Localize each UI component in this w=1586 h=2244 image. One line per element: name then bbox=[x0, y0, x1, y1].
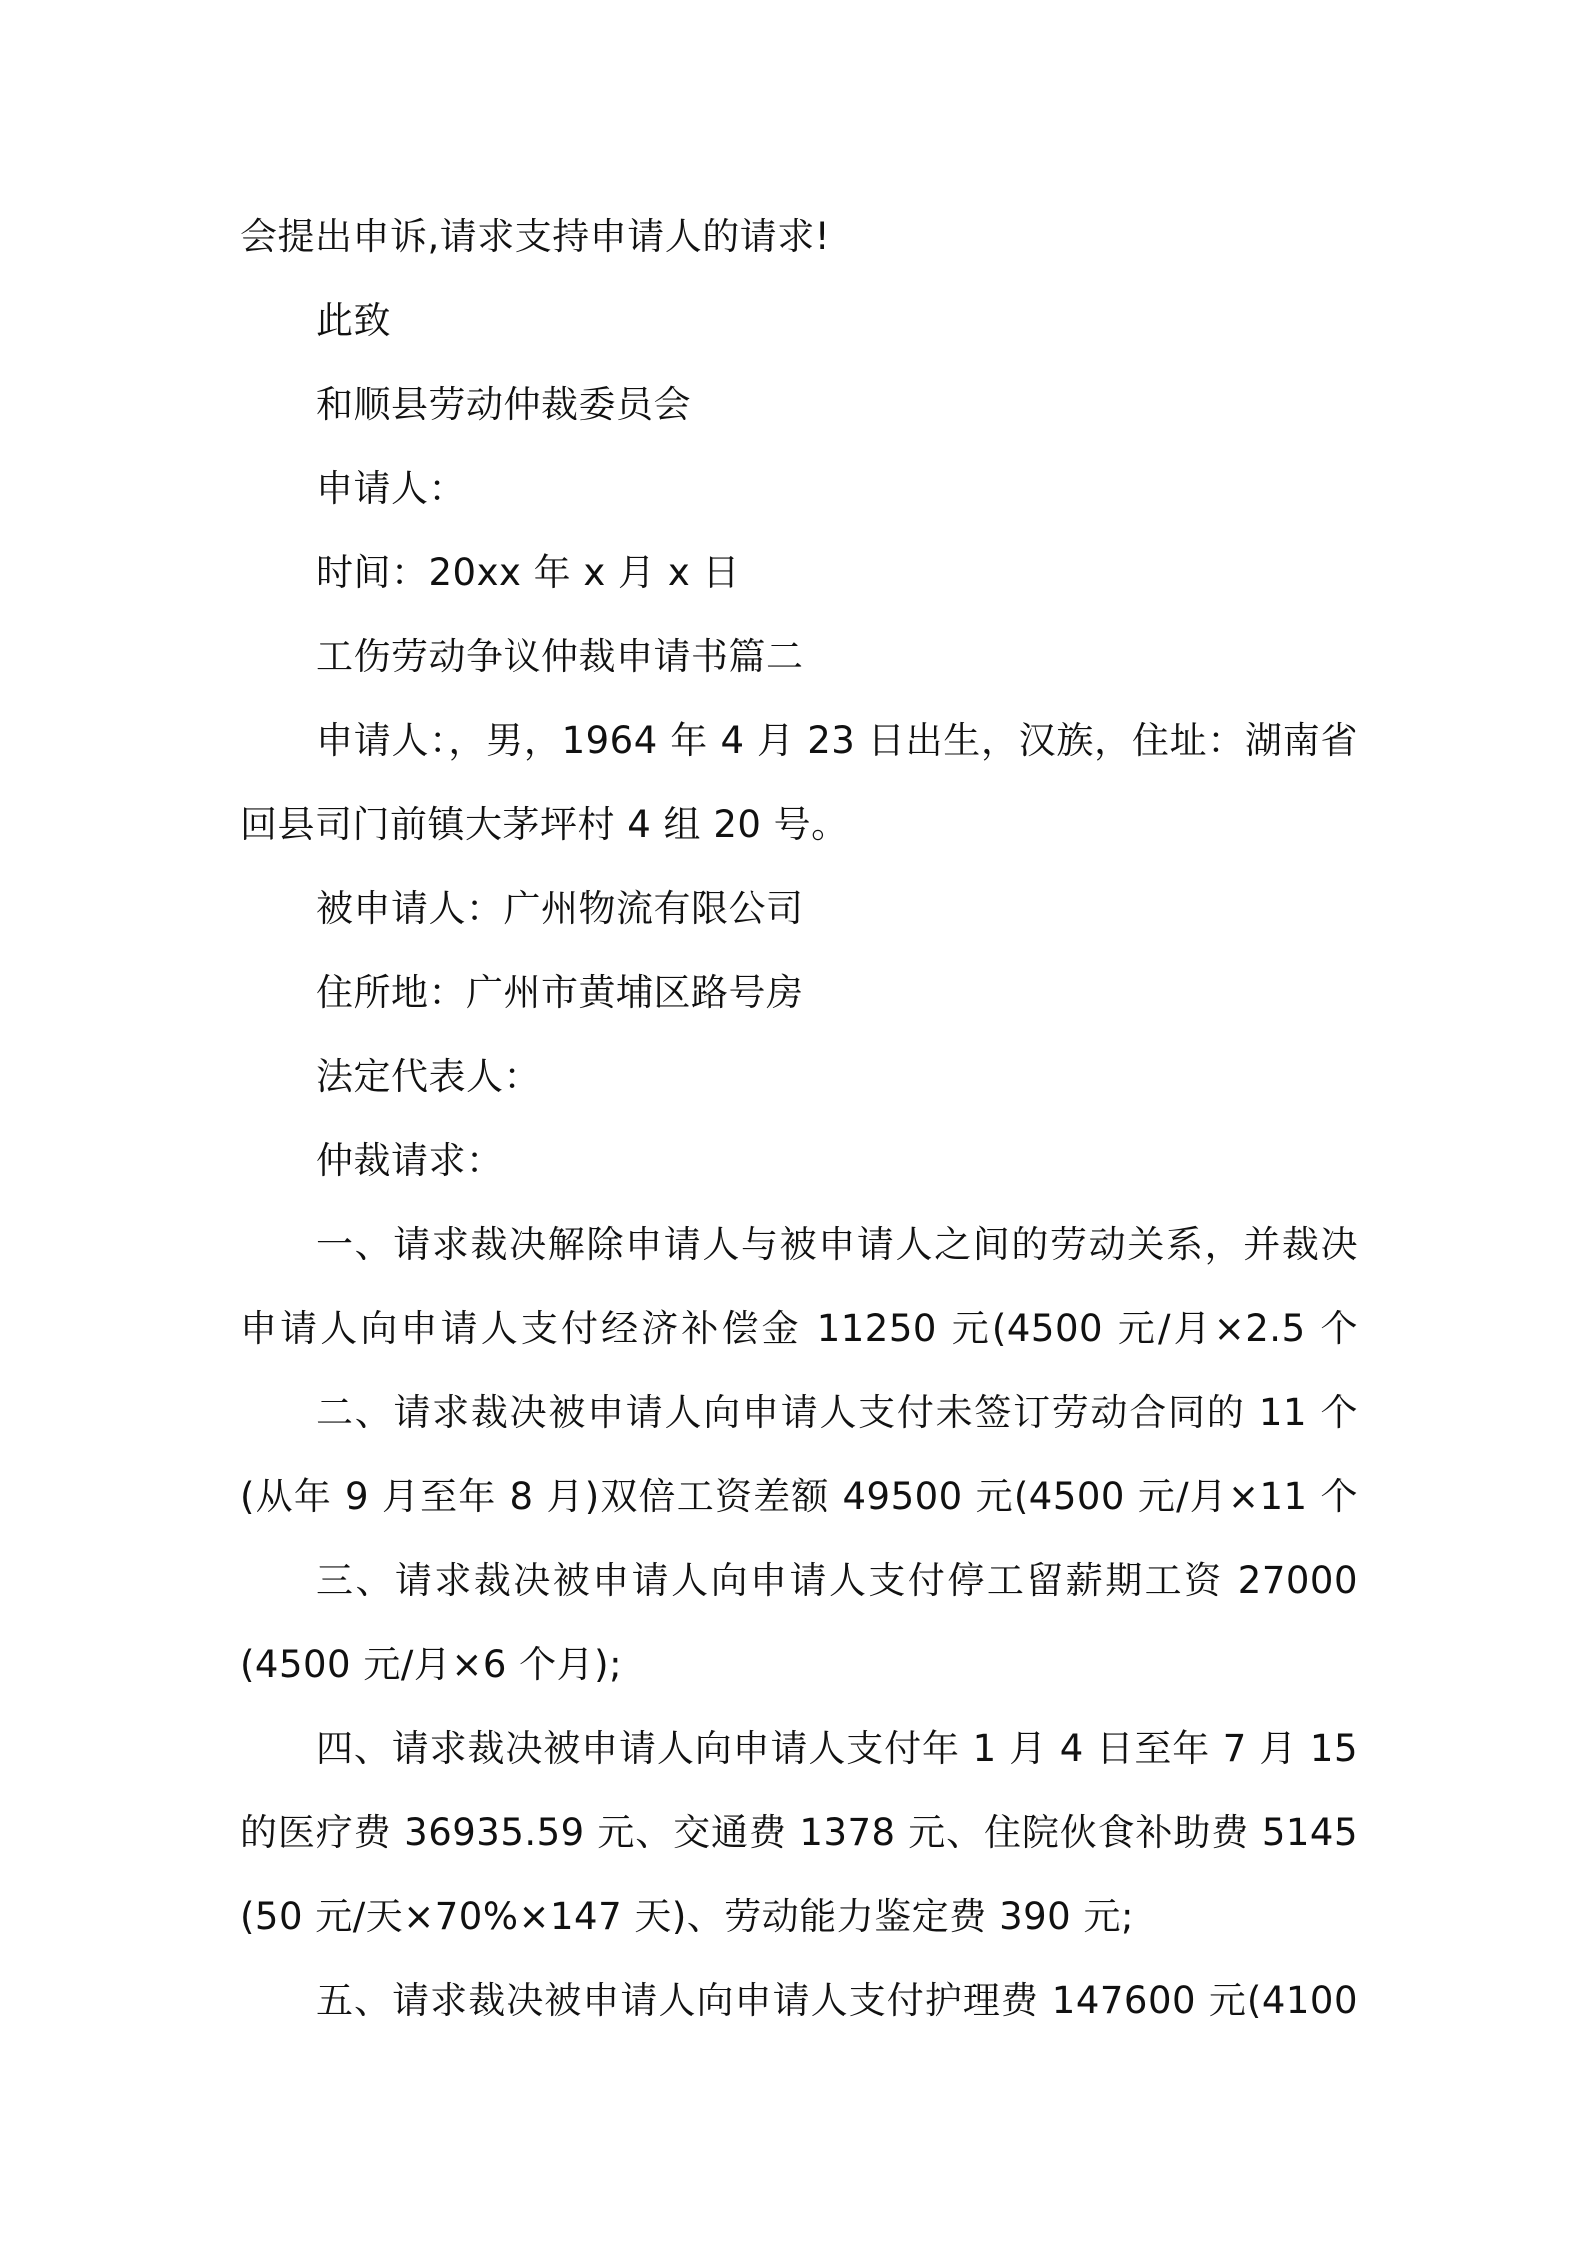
text-line-2: 此致 bbox=[316, 299, 391, 342]
text-line-10: 住所地：广州市黄埔区路号房 bbox=[316, 971, 804, 1014]
text-line-18: (4500 元/月×6 个月); bbox=[240, 1643, 623, 1686]
text-line-21: (50 元/天×70%×147 天)、劳动能力鉴定费 390 元; bbox=[240, 1895, 1134, 1938]
text-line-9: 被申请人：广州物流有限公司 bbox=[316, 887, 804, 930]
text-line-1: 会提出申诉,请求支持申请人的请求! bbox=[240, 215, 831, 258]
document-page bbox=[240, 195, 1358, 2043]
text-line-20: 的医疗费 36935.59 元、交通费 1378 元、住院伙食补助费 5145 bbox=[240, 1811, 1358, 1854]
text-line-11: 法定代表人： bbox=[316, 1055, 541, 1098]
text-line-5: 时间：20xx 年 x 月 x 日 bbox=[316, 551, 740, 594]
text-line-16: (从年 9 月至年 8 月)双倍工资差额 49500 元(4500 元/月×11 个 bbox=[240, 1475, 1358, 1518]
text-line-8: 回县司门前镇大茅坪村 4 组 20 号。 bbox=[240, 803, 849, 846]
text-line-22: 五、请求裁决被申请人向申请人支付护理费 147600 元(4100 bbox=[316, 1979, 1358, 2022]
text-line-4: 申请人： bbox=[316, 467, 466, 510]
text-line-7: 申请人：，男，1964 年 4 月 23 日出生，汉族，住址：湖南省 bbox=[316, 719, 1358, 762]
text-line-12: 仲裁请求： bbox=[316, 1139, 504, 1182]
text-line-13: 一、请求裁决解除申请人与被申请人之间的劳动关系，并裁决 bbox=[316, 1223, 1358, 1266]
text-line-15: 二、请求裁决被申请人向申请人支付未签订劳动合同的 11 个 bbox=[316, 1391, 1358, 1434]
text-line-17: 三、请求裁决被申请人向申请人支付停工留薪期工资 27000 bbox=[316, 1559, 1358, 1602]
section-title: 工伤劳动争议仲裁申请书篇二 bbox=[316, 635, 804, 678]
text-line-19: 四、请求裁决被申请人向申请人支付年 1 月 4 日至年 7 月 15 bbox=[316, 1727, 1358, 1770]
text-line-3: 和顺县劳动仲裁委员会 bbox=[316, 383, 691, 426]
text-line-14: 申请人向申请人支付经济补偿金 11250 元(4500 元/月×2.5 个 bbox=[240, 1307, 1358, 1350]
